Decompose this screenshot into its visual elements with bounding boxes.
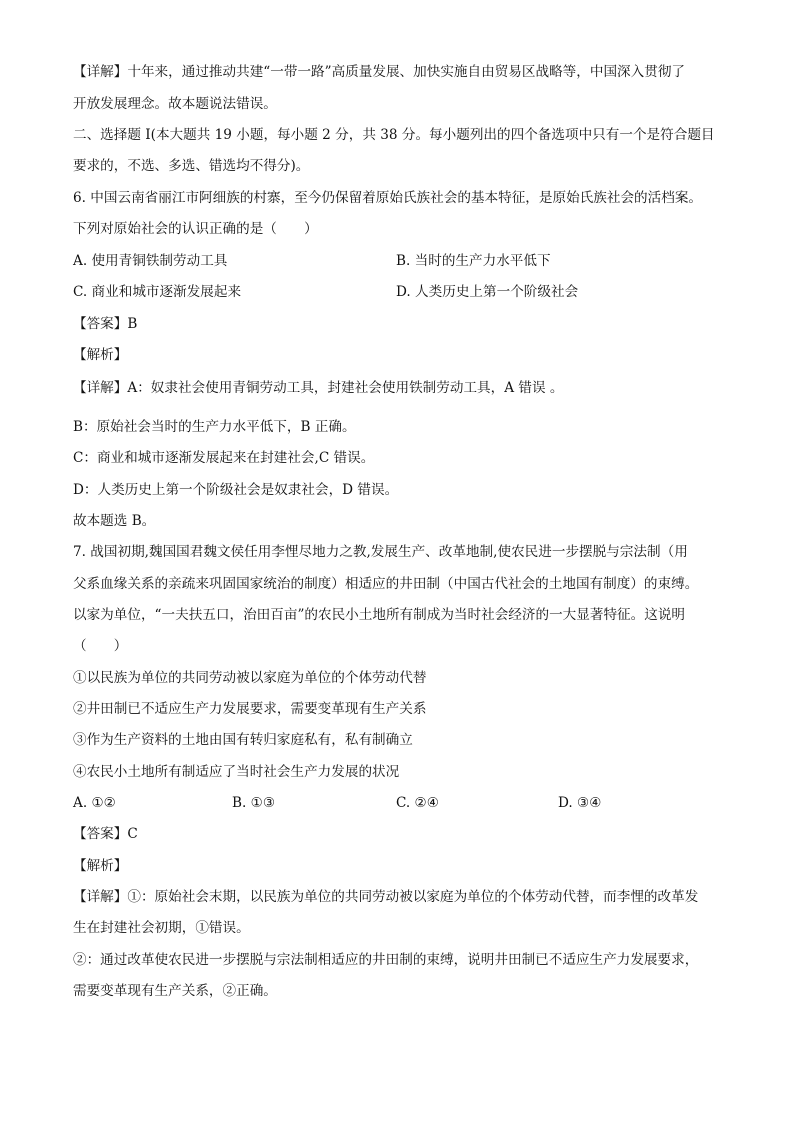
q7-detail-line-1: 【详解】①：原始社会末期，以民族为单位的共同劳动被以家庭为单位的个体劳动代替，而李悝的改革发: [73, 889, 699, 905]
q6-analysis-heading: 【解析】: [73, 347, 128, 363]
q7-stem-line-4: （ ）: [73, 638, 128, 654]
q7-stem-line-1: 7. 战国初期,魏国国君魏文侯任用李悝尽地力之教,发展生产、改革地制,使农民进一步摆脱与宗法制（用: [73, 544, 688, 560]
q7-item-1: ①以民族为单位的共同劳动被以家庭为单位的个体劳动代替: [73, 670, 427, 686]
q6-option-b: B. 当时的生产力水平低下: [396, 253, 551, 269]
q7-analysis-heading: 【解析】: [73, 858, 128, 874]
q7-option-d: D. ③④: [558, 795, 602, 811]
q6-option-a: A. 使用青铜铁制劳动工具: [73, 253, 228, 269]
section-heading-line-2: 要求的，不选、多选、错选均不得分)。: [73, 158, 310, 174]
q7-detail-line-3: ②：通过改革使农民进一步摆脱与宗法制相适应的井田制的束缚，说明井田制已不适应生产力发展要求，: [73, 952, 699, 968]
prev-detail-line-2: 开放发展理念。故本题说法错误。: [73, 96, 277, 112]
q6-detail-line-1: 【详解】A：奴隶社会使用青铜劳动工具，封建社会使用铁制劳动工具，A 错误 。: [73, 380, 564, 396]
q7-item-2: ②井田制已不适应生产力发展要求，需要变革现有生产关系: [73, 701, 427, 717]
q6-stem-line-2: 下列对原始社会的认识正确的是（ ）: [73, 221, 318, 237]
q7-item-4: ④农民小土地所有制适应了当时社会生产力发展的状况: [73, 764, 400, 780]
q7-stem-line-3: 以家为单位，“一夫扶五口，治田百亩”的农民小土地所有制成为当时社会经济的一大显著特征。这说明: [73, 607, 686, 623]
q6-detail-line-3: C：商业和城市逐渐发展起来在封建社会,C 错误。: [73, 450, 375, 466]
section-heading-line-1: 二、选择题 I(本大题共 19 小题，每小题 2 分，共 38 分。每小题列出的四个备选项中只有一个是符合题目: [73, 127, 715, 143]
q7-detail-line-2: 生在封建社会初期，①错误。: [73, 920, 250, 936]
q6-answer: 【答案】B: [73, 316, 138, 332]
q7-detail-line-4: 需要变革现有生产关系，②正确。: [73, 983, 277, 999]
q6-conclusion: 故本题选 B。: [73, 513, 156, 529]
q7-option-c: C. ②④: [396, 795, 439, 811]
q6-option-d: D. 人类历史上第一个阶级社会: [396, 284, 579, 300]
q7-item-3: ③作为生产资料的土地由国有转归家庭私有，私有制确立: [73, 732, 413, 748]
q7-answer: 【答案】C: [73, 826, 138, 842]
q7-stem-line-2: 父系血缘关系的亲疏来巩固国家统治的制度）相适应的井田制（中国古代社会的土地国有制度）的束缚。: [73, 576, 699, 592]
prev-detail-line-1: 【详解】十年来，通过推动共建“一带一路”高质量发展、加快实施自由贸易区战略等，中国深入贯彻了: [73, 64, 686, 80]
q6-option-c: C. 商业和城市逐渐发展起来: [73, 284, 242, 300]
q6-detail-line-4: D：人类历史上第一个阶级社会是奴隶社会，D 错误。: [73, 482, 399, 498]
q7-option-a: A. ①②: [73, 795, 116, 811]
q6-detail-line-2: B：原始社会当时的生产力水平低下，B 正确。: [73, 419, 356, 435]
q7-option-b: B. ①③: [232, 795, 276, 811]
q6-stem-line-1: 6. 中国云南省丽江市阿细族的村寨，至今仍保留着原始氏族社会的基本特征，是原始氏族社会的活档案。: [73, 190, 703, 206]
